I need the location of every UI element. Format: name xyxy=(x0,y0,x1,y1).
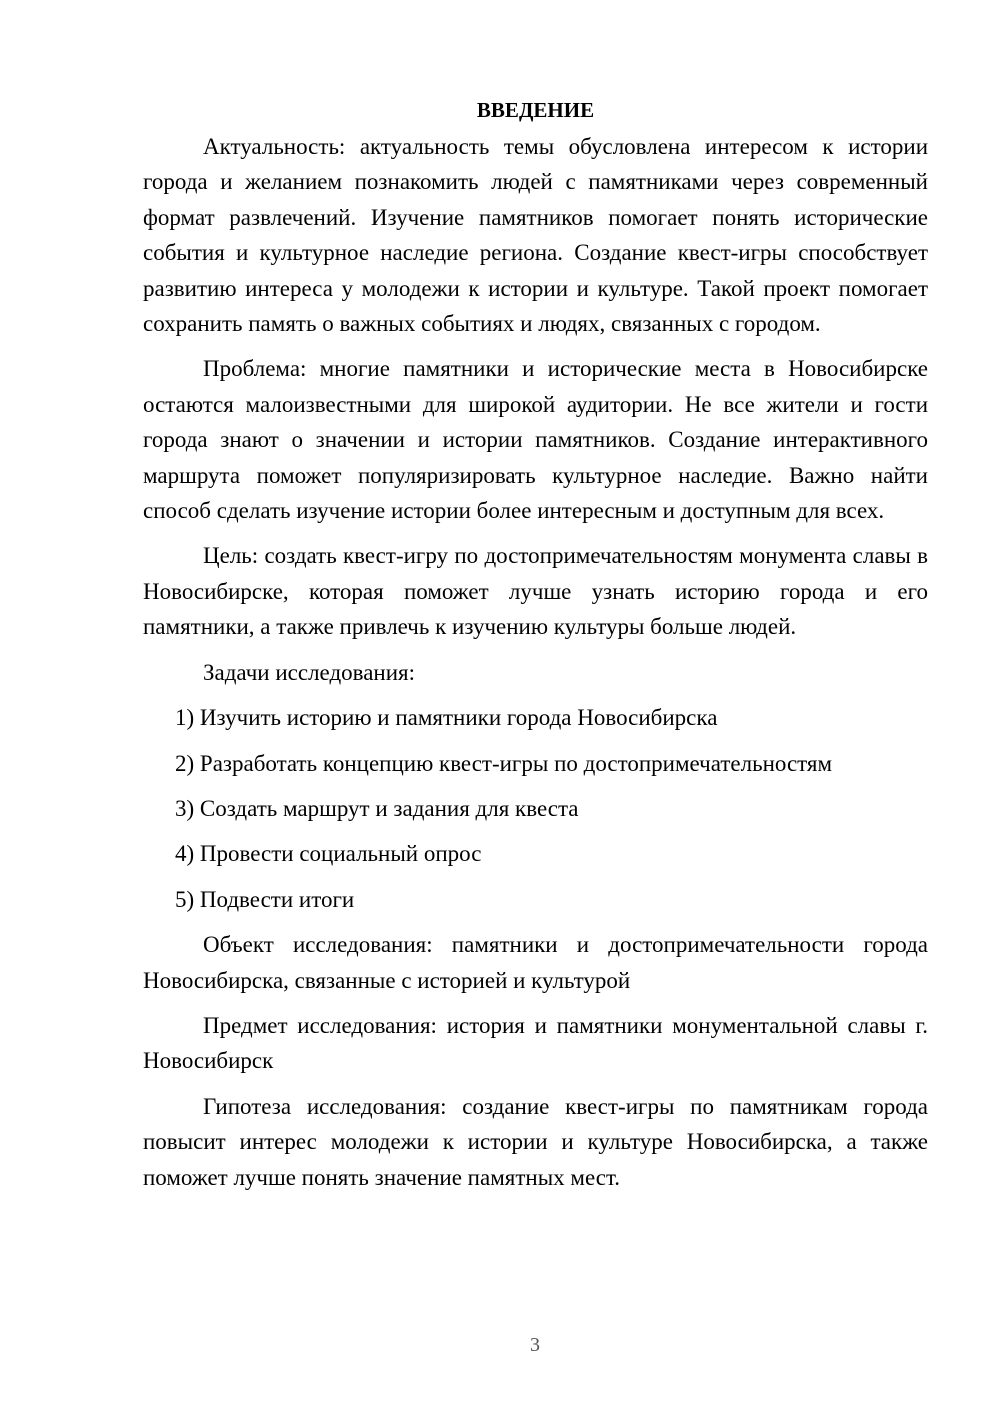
list-item: 5) Подвести итоги xyxy=(175,886,355,912)
tasks-list xyxy=(143,700,928,917)
document-page xyxy=(143,95,928,1205)
tasks-title: Задачи исследования: xyxy=(203,659,416,685)
paragraph-subject: Предмет исследования: история и памятники монументальной славы г. Новосибирск xyxy=(143,1012,928,1074)
paragraph-hypothesis: Гипотеза исследования: создание квест-игры по памятникам города повысит интерес молодежи к истории и культуре Новосибирска, а также поможет лучше понять значение памятных мест. xyxy=(143,1093,928,1190)
paragraph-goal: Цель: создать квест-игру по достопримечательностям монумента славы в Новосибирске, которая поможет лучше узнать историю города и его памятники, а также привлечь к изучению культуры больше людей. xyxy=(143,543,928,640)
list-item: 1) Изучить историю и памятники города Новосибирска xyxy=(175,705,718,731)
page-number: 3 xyxy=(530,1334,540,1356)
list-item: 4) Провести социальный опрос xyxy=(175,841,482,867)
list-item: 2) Разработать концепцию квест-игры по достопримечательностям xyxy=(175,750,833,776)
paragraph-problem: Проблема: многие памятники и исторические места в Новосибирске остаются малоизвестными для широкой аудитории. Не все жители и гости города знают о значении и истории памятников. Создание интерактивного маршрута поможет популяризировать культурное наследие. Важно найти способ сделать изучение истории более интересным и доступным для всех. xyxy=(143,356,928,524)
section-heading: ВВЕДЕНИЕ xyxy=(476,98,595,122)
paragraph-object: Объект исследования: памятники и достопримечательности города Новосибирска, связанные с историей и культурой xyxy=(143,932,928,993)
list-item: 3) Создать маршрут и задания для квеста xyxy=(175,795,579,821)
paragraph-relevance: Актуальность: актуальность темы обусловлена интересом к истории города и желанием познакомить людей с памятниками через современный формат развлечений. Изучение памятников помогает понять исторические события и культурное наследие региона. Создание квест-игры способствует развитию интереса у молодежи к истории и культуре. Такой проект помогает сохранить память о важных событиях и людях, связанных с городом. xyxy=(143,134,928,337)
